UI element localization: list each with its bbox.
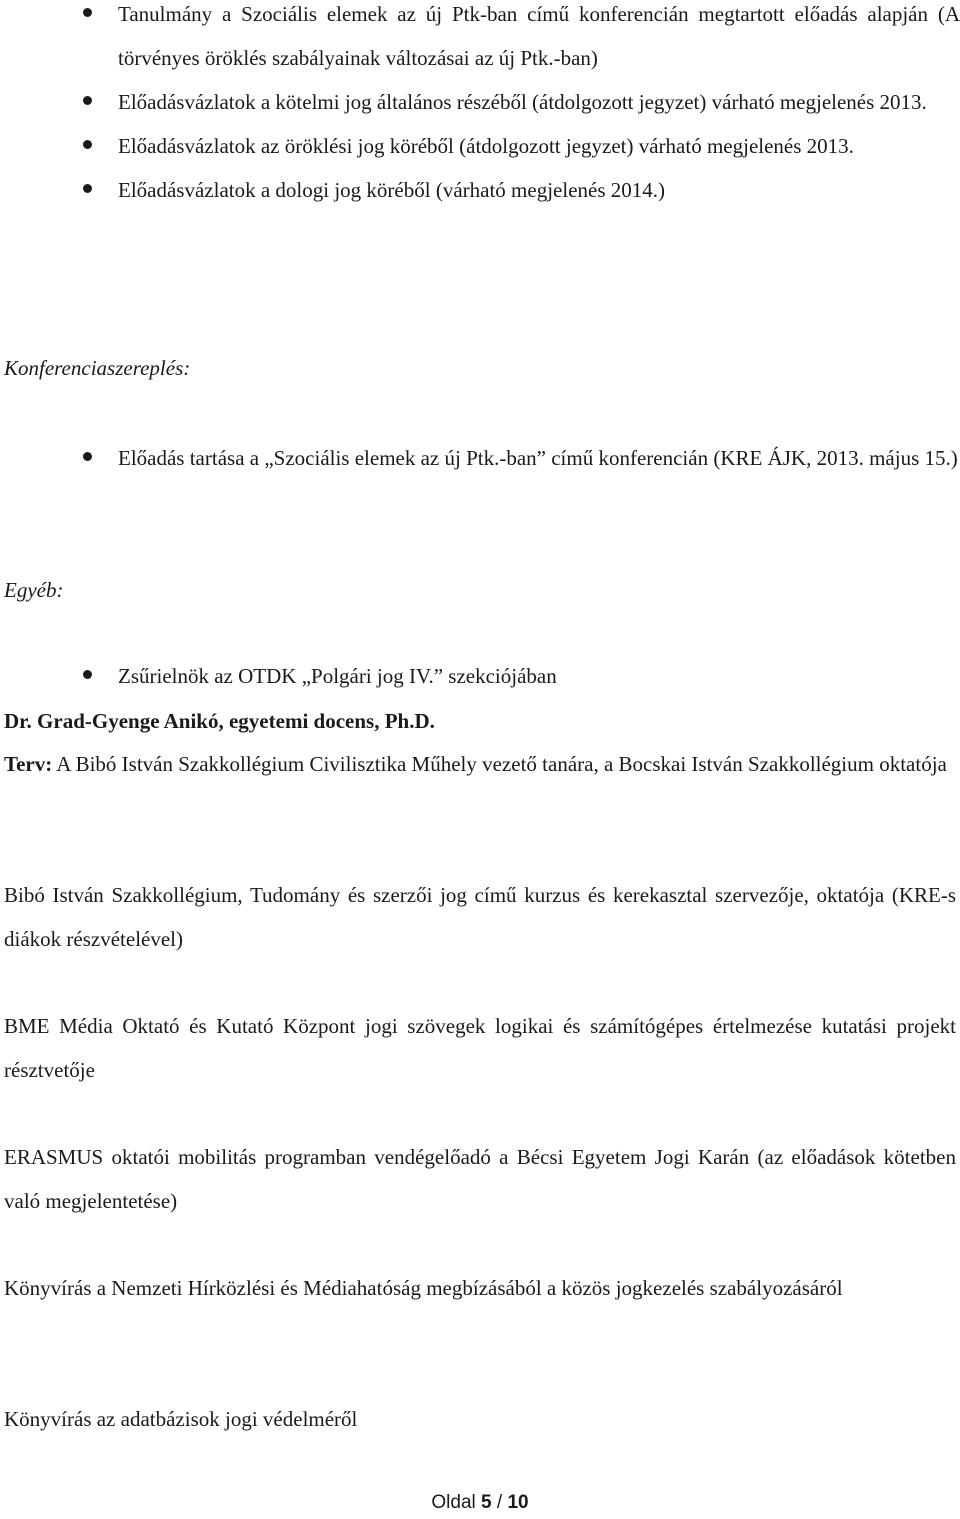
list-item: [0, 168, 960, 212]
bullet-icon: [83, 670, 92, 679]
list-item: [0, 80, 960, 124]
list-item: [0, 654, 960, 698]
other-heading: Egyéb:: [4, 578, 64, 602]
list-item-text: Tanulmány a Szociális elemek az új Ptk-ban című konferencián megtartott előadás alapján (A törvényes öröklés szabályainak változásai az új Ptk.-ban): [118, 2, 960, 70]
bullet-icon: [83, 184, 92, 193]
footer-total-pages: 10: [507, 1492, 529, 1513]
page-footer: [0, 1490, 960, 1516]
paragraph: Könyvírás a Nemzeti Hírközlési és Médiahatóság megbízásából a közös jogkezelés szabályozásáról: [4, 1276, 843, 1300]
paragraph: BME Média Oktató és Kutató Központ jogi szövegek logikai és számítógépes értelmezése kutatási projekt résztvetője: [4, 1014, 956, 1082]
paragraph: Bibó István Szakkollégium, Tudomány és szerzői jog című kurzus és kerekasztal szervezője, oktatója (KRE-s diákok részvételével): [4, 883, 956, 951]
plan-paragraph: [4, 742, 956, 786]
person-name-line: Dr. Grad-Gyenge Anikó, egyetemi docens, Ph.D.: [4, 709, 435, 733]
plan-lead: Terv:: [4, 752, 53, 776]
list-item-text: Előadásvázlatok az öröklési jog köréből (átdolgozott jegyzet) várható megjelenés 2013.: [118, 134, 854, 158]
list-item-text: Előadás tartása a „Szociális elemek az új Ptk.-ban” című konferencián (KRE ÁJK, 2013. május 15.): [118, 446, 958, 470]
conference-heading: Konferenciaszereplés:: [4, 356, 191, 380]
conference-list: [0, 436, 960, 480]
list-item: [0, 124, 960, 168]
bullet-icon: [83, 452, 92, 461]
list-item-text: Előadásvázlatok a dologi jog köréből (várható megjelenés 2014.): [118, 178, 665, 202]
list-item: [0, 436, 960, 480]
list-item-text: Zsűrielnök az OTDK „Polgári jog IV.” szekciójában: [118, 664, 557, 688]
other-list: [0, 654, 960, 698]
bullet-icon: [83, 8, 92, 17]
list-item: [0, 0, 960, 80]
list-item-text: Előadásvázlatok a kötelmi jog általános részéből (átdolgozott jegyzet) várható megjelenés 2013.: [118, 90, 927, 114]
paragraph: ERASMUS oktatói mobilitás programban vendégelőadó a Bécsi Egyetem Jogi Karán (az előadások kötetben való megjelentetése): [4, 1145, 956, 1213]
plan-text: A Bibó István Szakkollégium Civilisztika Műhely vezető tanára, a Bocskai István Szakkollégium oktatója: [52, 752, 947, 776]
publications-list: [0, 0, 960, 212]
paragraph: Könyvírás az adatbázisok jogi védelméről: [4, 1407, 358, 1431]
footer-current-page: 5: [481, 1492, 492, 1513]
bullet-icon: [83, 96, 92, 105]
footer-separator: /: [491, 1492, 508, 1513]
bullet-icon: [83, 140, 92, 149]
footer-label: Oldal: [431, 1492, 482, 1513]
